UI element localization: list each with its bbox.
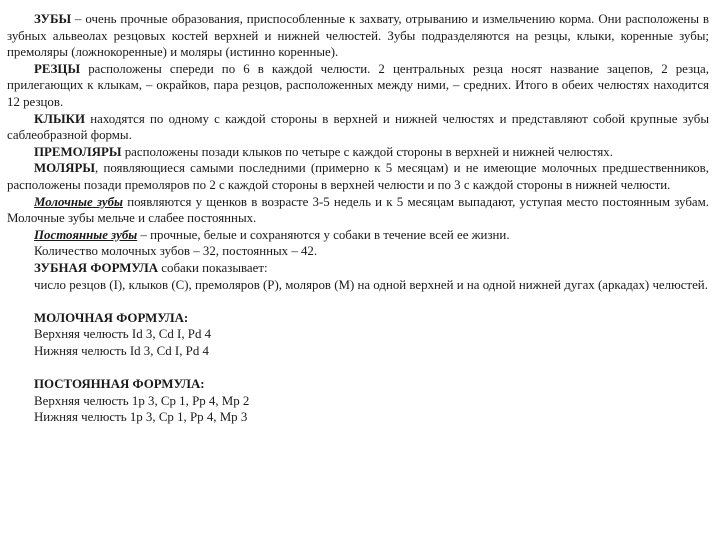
term-premolars: ПРЕМОЛЯРЫ [34,144,122,159]
permanent-formula-block [7,376,709,426]
spacer [7,293,709,310]
paragraph-permanent-teeth [7,227,709,244]
paragraph-molars [7,160,709,193]
term-milk-teeth: Молочные зубы [34,194,123,209]
permanent-formula-lower: Нижняя челюсть 1р 3, Ср 1, Рр 4, Мр 3 [34,410,248,425]
spacer [7,359,709,376]
term-incisors: РЕЗЦЫ [34,61,81,76]
paragraph-formula-explanation [7,277,709,294]
paragraph-canines [7,111,709,144]
term-teeth: ЗУБЫ [34,12,72,26]
paragraph-text: – очень прочные образования, приспособленные к захвату, отрыванию и измельчению корма. Они расположены в зубных альвеолах резцовых костей верхней и нижней челюстей. Зубы подразделяются на резцы, клыки, коренные зубы; премоляры (ложнокоренные) и моляры (истинно коренные). [7,12,709,60]
paragraph-teeth-count [7,243,709,260]
paragraph-text: появляются у щенков в возрасте 3-5 недель и к 5 месяцам выпадают, уступая место постоянным зубам. Молочные зубы мельче и слабее постоянных. [7,194,709,226]
milk-formula-block [7,310,709,360]
paragraph-milk-teeth [7,194,709,227]
paragraph-teeth [7,11,709,61]
term-molars: МОЛЯРЫ [34,161,95,176]
paragraph-text: собаки показывает: [158,260,268,275]
paragraph-premolars [7,144,709,161]
term-permanent-teeth: Постоянные зубы [34,227,138,242]
permanent-formula-upper: Верхняя челюсть 1р 3, Ср 1, Рр 4, Мр 2 [34,393,250,408]
permanent-formula-title: ПОСТОЯННАЯ ФОРМУЛА: [34,377,205,392]
paragraph-text: расположены позади клыков по четыре с каждой стороны в верхней и нижней челюстях. [121,144,613,159]
milk-formula-title: МОЛОЧНАЯ ФОРМУЛА: [34,310,189,325]
milk-formula-upper: Верхняя челюсть Id 3, Cd I, Pd 4 [34,327,212,342]
paragraph-text: Количество молочных зубов – 32, постоянных – 42. [34,244,318,259]
milk-formula-lower: Нижняя челюсть Id 3, Cd I, Pd 4 [34,343,209,358]
paragraph-text: находятся по одному с каждой стороны в верхней и нижней челюстях и представляют собой крупные зубы саблеобразной формы. [7,111,709,143]
paragraph-incisors [7,61,709,111]
term-canines: КЛЫКИ [34,111,85,126]
paragraph-text: число резцов (I), клыков (С), премоляров (Р), моляров (М) на одной верхней и на одной нижней дугах (аркадах) челюстей. [34,277,708,292]
paragraph-text: расположены спереди по 6 в каждой челюсти. 2 центральных резца носят название зацепов, 2 резца, прилегающих к клыкам, – окрайков, пара резцов, расположенных между ними, – средних. Итого в обеих челюстях находится 12 резцов. [7,61,709,109]
document-body [7,11,709,426]
term-dental-formula: ЗУБНАЯ ФОРМУЛА [34,260,159,275]
paragraph-dental-formula [7,260,709,277]
paragraph-text: , появляющиеся самыми последними (примерно к 5 месяцам) и не имеющие молочных предшественников, расположены позади премоляров по 2 с каждой стороны в верхней челюсти и по 3 с каждой стороны в нижней челюсти. [7,161,709,192]
paragraph-text: – прочные, белые и сохраняются у собаки в течение всей ее жизни. [137,227,510,242]
